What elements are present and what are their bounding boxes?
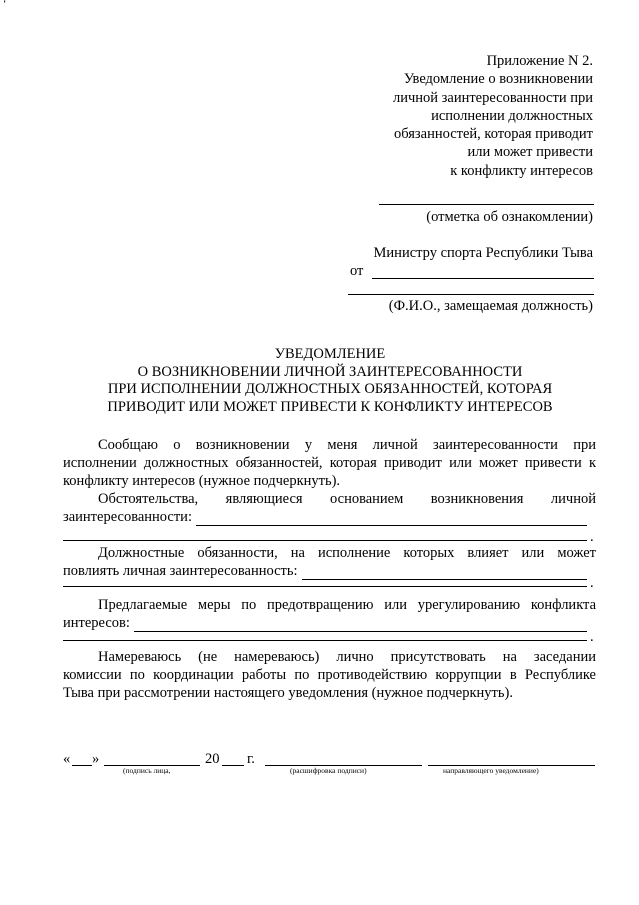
paragraph-line: Предлагаемые меры по предотвращению или урегулированию конфликта <box>98 597 596 613</box>
paragraph-line: повлиять личная заинтересованность: <box>63 563 298 579</box>
circumstances-field[interactable] <box>196 512 587 526</box>
paragraph-line: заинтересованности: <box>63 509 192 525</box>
paragraph-line: интересов: <box>63 615 130 631</box>
paragraph-line: комиссии по координации работы по противодействию коррупции в Республике <box>63 667 596 683</box>
appendix-header <box>353 52 593 180</box>
end-dot: . <box>590 629 594 645</box>
addressee: Министру спорта Республики Тыва <box>373 245 593 261</box>
paragraph-measures <box>63 596 596 632</box>
title-line: О ВОЗНИКНОВЕНИИ ЛИЧНОЙ ЗАИНТЕРЕСОВАННОСТИ <box>137 363 523 380</box>
acknowledgement-label: (отметка об ознакомлении) <box>426 209 593 225</box>
date-year-field[interactable] <box>222 765 244 766</box>
date-close-quote: » <box>92 751 100 767</box>
end-dot: . <box>590 529 594 545</box>
appendix-line: Приложение N 2. <box>486 53 593 69</box>
paragraph-duties <box>63 544 596 580</box>
circumstances-field-continuation[interactable] <box>63 540 587 541</box>
appendix-line: обязанностей, которая приводит <box>393 126 593 143</box>
title-line: ПРИВОДИТ ИЛИ МОЖЕТ ПРИВЕСТИ К КОНФЛИКТУ ИНТЕРЕСОВ <box>107 398 553 415</box>
duties-field-continuation[interactable] <box>63 586 587 587</box>
paragraph-line: Сообщаю о возникновении у меня личной заинтересованности при <box>98 437 596 453</box>
paragraph-line: исполнении должностных обязанностей, которая приводит или может привести к <box>63 455 596 471</box>
duties-field[interactable] <box>302 566 587 580</box>
caption-sender: направляющего уведомление) <box>443 766 539 775</box>
end-dot: . <box>590 575 594 591</box>
paragraph-line: Намереваюсь (не намереваюсь) лично присутствовать на заседании <box>98 649 596 665</box>
paragraph-intention <box>63 648 596 702</box>
acknowledgement-blank-line[interactable] <box>379 204 594 205</box>
date-year-prefix: 20 <box>205 751 220 767</box>
date-day-field[interactable] <box>72 765 92 766</box>
title-line: ПРИ ИСПОЛНЕНИИ ДОЛЖНОСТНЫХ ОБЯЗАННОСТЕЙ, КОТОРАЯ <box>107 381 553 398</box>
from-blank-line[interactable] <box>372 278 594 279</box>
date-year-suffix: г. <box>247 751 255 767</box>
paragraph-line: Должностные обязанности, на исполнение которых влияет или может <box>98 545 596 561</box>
date-open-quote: « <box>63 751 71 767</box>
appendix-line: исполнении должностных <box>431 107 593 124</box>
paragraph-circumstances <box>63 490 596 526</box>
appendix-line: личной заинтересованности при <box>392 89 593 106</box>
fio-blank-line[interactable] <box>348 294 594 295</box>
from-label: от <box>350 263 364 279</box>
paragraph-line: конфликту интересов (нужное подчеркнуть). <box>63 473 341 489</box>
caption-decoding: (расшифровка подписи) <box>290 766 367 775</box>
appendix-line: к конфликту интересов <box>450 162 593 179</box>
measures-field[interactable] <box>134 618 587 632</box>
paragraph-line: Обстоятельства, являющиеся основанием возникновения личной <box>98 491 596 507</box>
measures-field-continuation[interactable] <box>63 640 587 641</box>
paragraph-line: Тыва при рассмотрении настоящего уведомления (нужное подчеркнуть). <box>63 685 513 701</box>
caption-signature: (подпись лица, <box>123 766 171 775</box>
paragraph-report <box>63 436 596 490</box>
appendix-line: Уведомление о возникновении <box>403 71 593 88</box>
fio-label: (Ф.И.О., замещаемая должность) <box>388 298 593 314</box>
corner-mark: ‘ <box>3 0 7 10</box>
appendix-line: или может привести <box>467 144 593 161</box>
document-title <box>60 346 600 416</box>
title-line: УВЕДОМЛЕНИЕ <box>274 346 386 362</box>
